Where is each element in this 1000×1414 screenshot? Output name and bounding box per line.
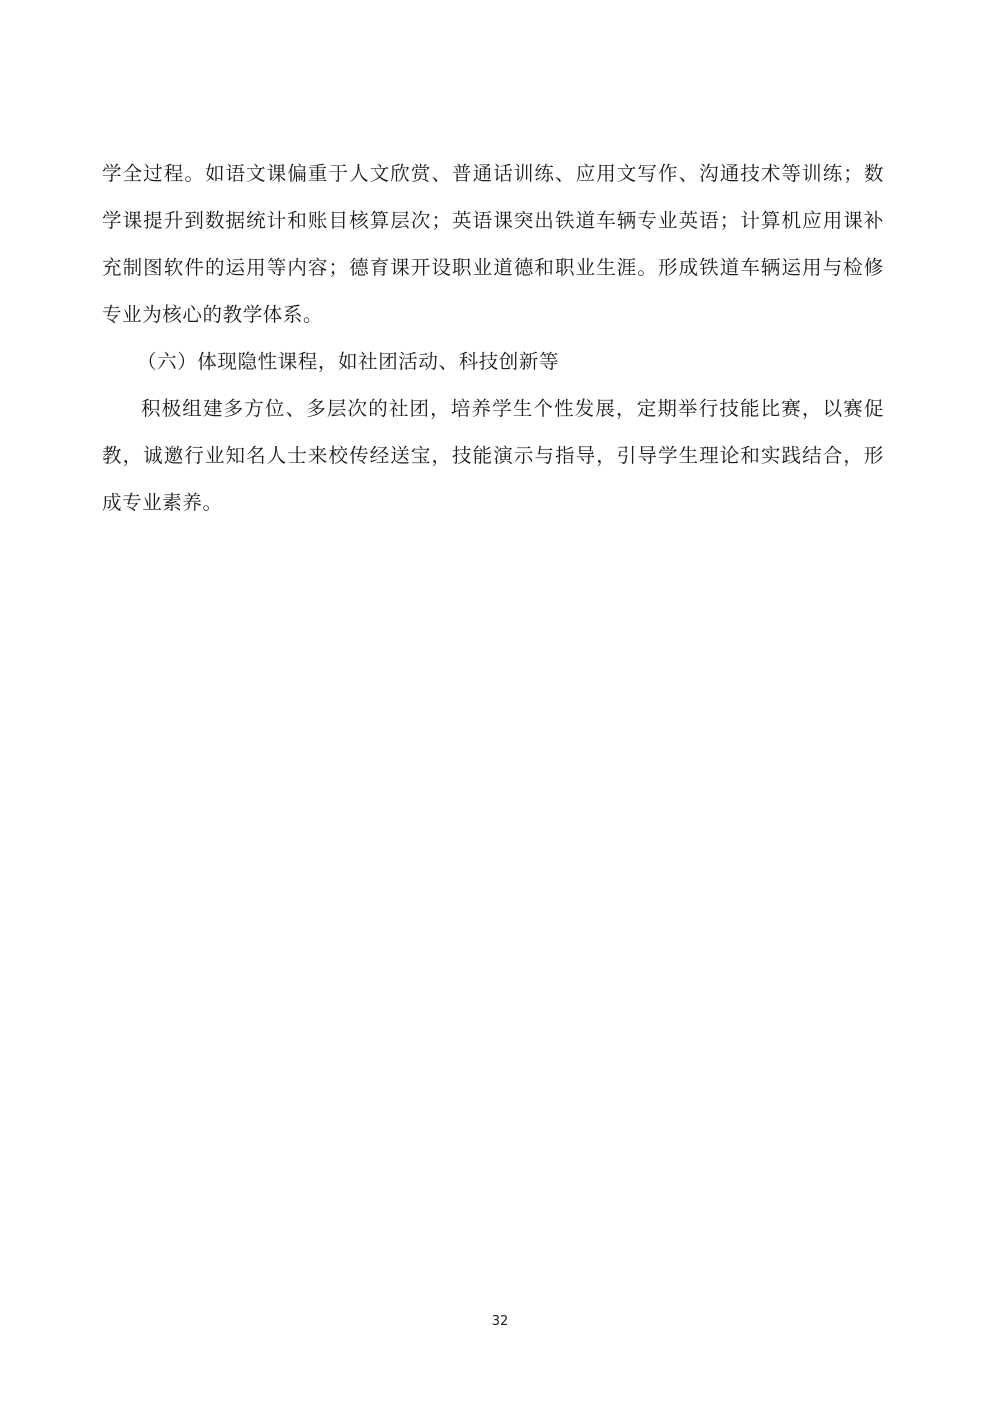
section-heading-hidden-curriculum: （六）体现隐性课程，如社团活动、科技创新等 [137, 350, 560, 373]
paragraph-student-clubs: 积极组建多方位、多层次的社团，培养学生个性发展，定期举行技能比赛，以赛促教，诚邀行业知名人士来校传经送宝，技能演示与指导，引导学生理论和实践结合，形成专业素养。 [102, 397, 884, 514]
page-number: 32 [491, 1314, 509, 1329]
page-content [102, 150, 884, 526]
paragraph-curriculum-continuation: 学全过程。如语文课偏重于人文欣赏、普通话训练、应用文写作、沟通技术等训练；数学课提升到数据统计和账目核算层次；英语课突出铁道车辆专业英语；计算机应用课补充制图软件的运用等内容；德育课开设职业道德和职业生涯。形成铁道车辆运用与检修专业为核心的教学体系。 [102, 162, 884, 326]
